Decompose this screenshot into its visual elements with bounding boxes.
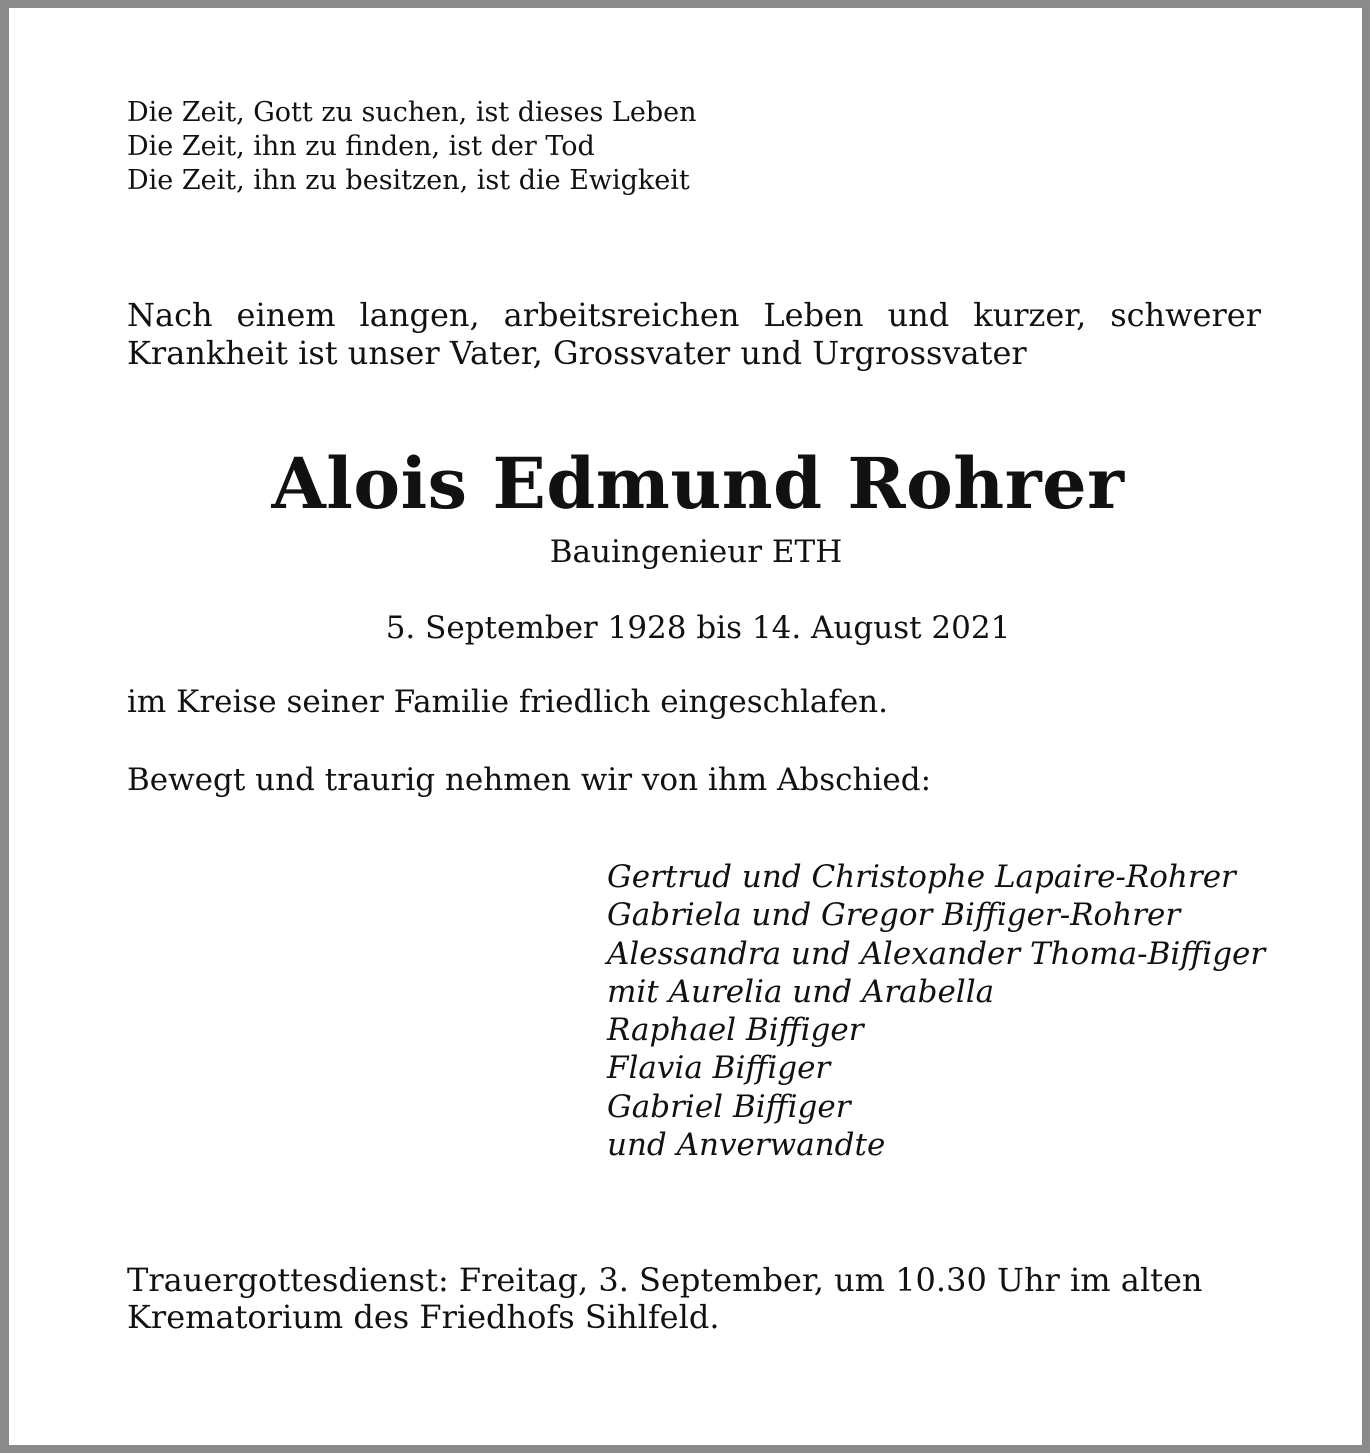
mourner-line: Raphael Biffiger <box>607 1012 864 1049</box>
intro-word: arbeitsreichen <box>503 296 740 334</box>
intro-word: langen, <box>359 296 480 334</box>
motto-verse <box>127 96 696 198</box>
service-line: Krematorium des Friedhofs Sihlfeld. <box>127 1298 720 1336</box>
mourner-line: und Anverwandte <box>607 1127 886 1164</box>
deceased-name: Alois Edmund Rohrer <box>271 442 1125 525</box>
intro-word: kurzer, <box>973 296 1087 334</box>
farewell-text: Bewegt und traurig nehmen wir von ihm Abschied: <box>127 762 932 798</box>
intro-word: schwerer <box>1110 296 1261 334</box>
motto-line: Die Zeit, ihn zu besitzen, ist die Ewigkeit <box>127 165 690 196</box>
intro-line-2: Krankheit ist unser Vater, Grossvater und Urgrossvater <box>127 334 1027 372</box>
intro-word: einem <box>236 296 336 334</box>
mourner-line: Gabriela und Gregor Biffiger-Rohrer <box>607 897 1181 934</box>
life-dates: 5. September 1928 bis 14. August 2021 <box>385 610 1011 646</box>
mourner-line: mit Aurelia und Arabella <box>607 973 995 1010</box>
intro-word: und <box>887 296 950 334</box>
mourner-line: Alessandra und Alexander Thoma-Biffiger <box>607 935 1266 972</box>
mourner-line: Gabriel Biffiger <box>607 1088 851 1125</box>
funeral-service-info <box>127 1262 1202 1336</box>
motto-line: Die Zeit, Gott zu suchen, ist dieses Leben <box>127 97 697 128</box>
intro-word: Leben <box>763 296 864 334</box>
peaceful-text: im Kreise seiner Familie friedlich eingeschlafen. <box>127 684 888 720</box>
mourner-line: Flavia Biffiger <box>607 1050 831 1087</box>
intro-line-1 <box>127 296 1261 334</box>
intro-word: Nach <box>127 296 213 334</box>
mourners-list <box>607 858 1265 1164</box>
intro-paragraph <box>127 296 1261 372</box>
mourner-line: Gertrud und Christophe Lapaire-Rohrer <box>607 859 1236 895</box>
motto-line: Die Zeit, ihn zu finden, ist der Tod <box>127 131 595 162</box>
deceased-title: Bauingenieur ETH <box>549 534 843 570</box>
service-line: Trauergottesdienst: Freitag, 3. September, um 10.30 Uhr im alten <box>127 1261 1203 1299</box>
